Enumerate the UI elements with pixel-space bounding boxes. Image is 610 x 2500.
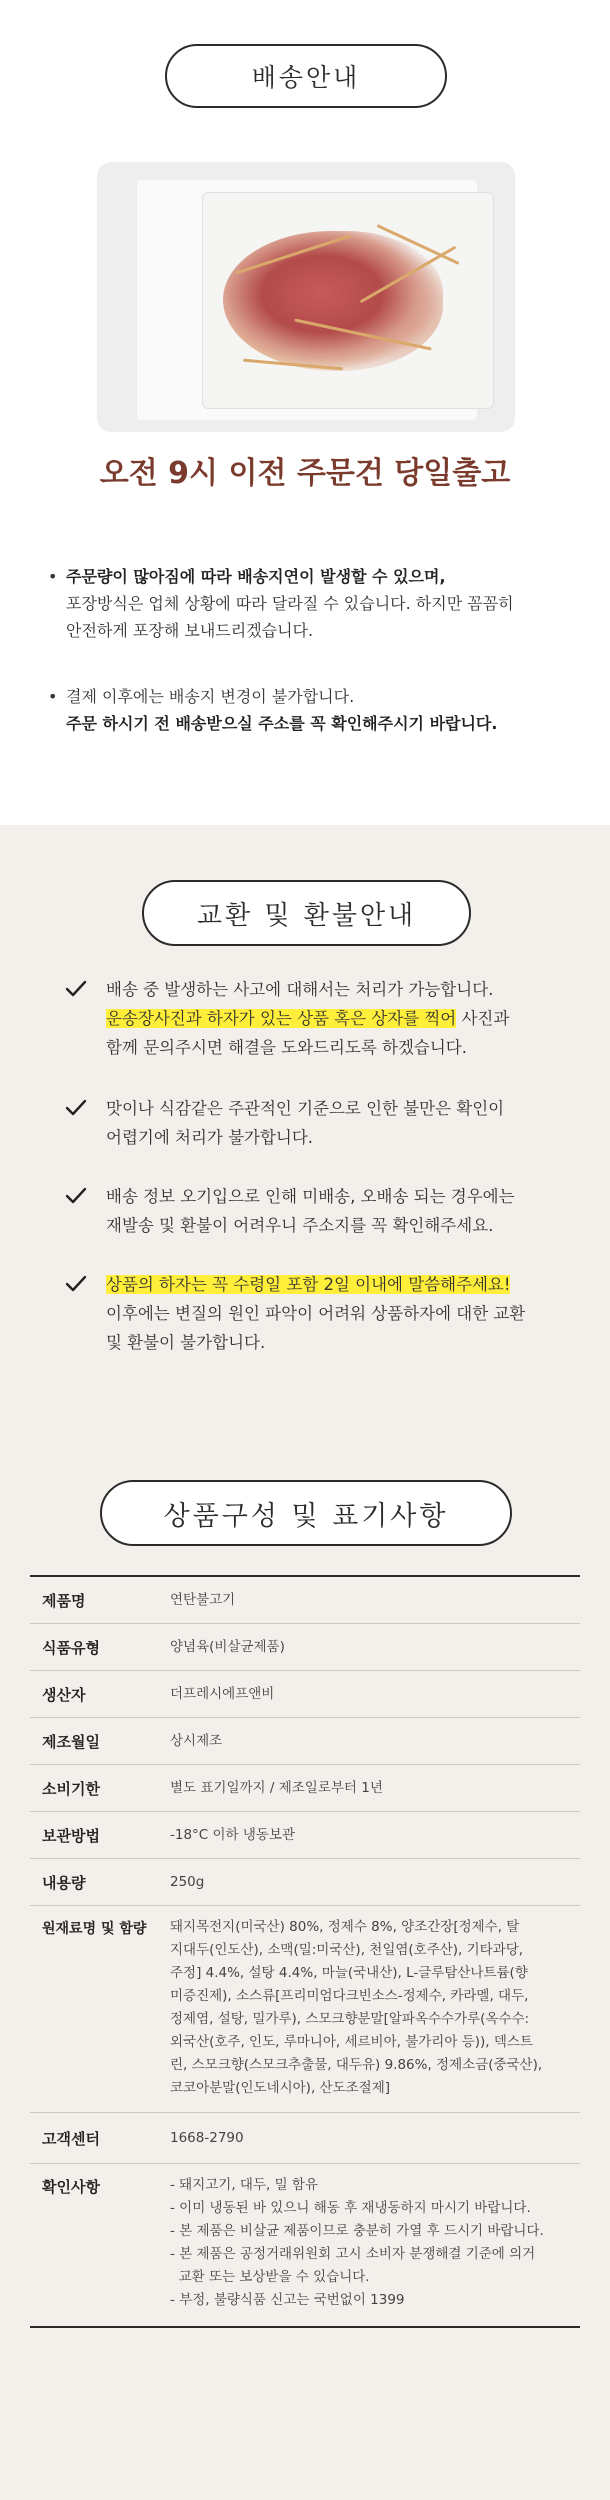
table-row: 보관방법 -18°C 이하 냉동보관 xyxy=(30,1812,580,1859)
shipping-note-2: • 결제 이후에는 배송지 변경이 불가합니다. 주문 하시기 전 배송받으실 주소를 꼭 확인해주시기 바랍니다. xyxy=(48,683,588,737)
shipping-section xyxy=(0,0,610,825)
table-row: 제조월일 상시제조 xyxy=(30,1718,580,1765)
table-row: 제품명 연탄불고기 xyxy=(30,1577,580,1624)
table-row: 고객센터 1668-2790 xyxy=(30,2113,580,2164)
product-info-table xyxy=(30,1575,580,2328)
check-icon xyxy=(64,977,88,1001)
check-icon xyxy=(64,1096,88,1120)
refund-title-pill xyxy=(142,880,471,946)
table-row: 확인사항 - 돼지고기, 대두, 밀 함유 - 이미 냉동된 바 있으니 해동 후 재냉동하지 마시기 바랍니다. - 본 제품은 비살균 제품이므로 충분히 가열 후 드시기 바랍니다. - 본 제품은 공정거래위원회 고시 소비자 분쟁해결 기준에 의거 교환 또는 보상받을 수 있습니다. - 부정, 불량식품 신고는 국번없이 1399 xyxy=(42,2177,544,2308)
refund-item-2: 맛이나 식감같은 주관적인 기준으로 인한 불만은 확인이 어렵기에 처리가 불가합니다. xyxy=(70,1094,570,1152)
table-row: 원재료명 및 함량 돼지목전지(미국산) 80%, 정제수 8%, 양조간장[정제수, 탈 지대두(인도산), 소맥(밀:미국산), 천일염(호주산), 기타과당, 주정] 4.4%, 설탕 4.4%, 마늘(국내산), L-글루탐산나트륨(향 미증진제), 소스류[프리미엄다크빈소스-정제수, 카라멜, 대두, 정제염, 설탕, 밀가루), 스모크향분말[알파옥수수가루(옥수수: 외국산(호주, 인도, 루마니아, 세르비아, 불가리아 등)), 덱스트 린, 스모크향(스모크추출물, 대두유) 9.86%, 정제소금(중국산), 코코아분말(인도네시아), 산도조절제] xyxy=(30,1906,580,2113)
dispatch-headline: 오전 9시 이전 주문건 당일출고 xyxy=(99,456,511,491)
bullet-dot: • xyxy=(48,687,58,706)
product-package-photo xyxy=(97,162,515,432)
check-icon xyxy=(64,1184,88,1208)
shipping-note-1: • 주문량이 많아짐에 따라 배송지연이 발생할 수 있으며, 포장방식은 업체 상황에 따라 달라질 수 있습니다. 하지만 꼼꼼히 안전하게 포장해 보내드리겠습니다. xyxy=(48,563,588,644)
refund-item-3: 배송 정보 오기입으로 인해 미배송, 오배송 되는 경우에는 재발송 및 환불이 어려우니 주소지를 꼭 확인해주세요. xyxy=(70,1182,570,1240)
table-row: 생산자 더프레시에프앤비 xyxy=(30,1671,580,1718)
shipping-title: 배송안내 xyxy=(251,63,361,92)
refund-item-4: 상품의 하자는 꼭 수령일 포함 2일 이내에 말씀해주세요! 이후에는 변질의 원인 파악이 어려워 상품하자에 대한 교환 및 환불이 불가합니다. xyxy=(70,1270,570,1357)
bullet-dot: • xyxy=(48,567,58,586)
product-title: 상품구성 및 표기사항 xyxy=(163,1500,449,1532)
check-icon xyxy=(64,1272,88,1296)
table-row: 내용량 250g xyxy=(30,1859,580,1906)
refund-title: 교환 및 환불안내 xyxy=(196,900,417,931)
shipping-title-pill xyxy=(165,44,447,108)
refund-item-1: 배송 중 발생하는 사고에 대해서는 처리가 가능합니다. 운송장사진과 하자가 있는 상품 혹은 상자를 찍어 사진과 함께 문의주시면 해결을 도와드리도록 하겠습니다. xyxy=(70,975,570,1062)
table-row: 식품유형 양념육(비살균제품) xyxy=(30,1624,580,1671)
table-row: 소비기한 별도 표기일까지 / 제조일로부터 1년 xyxy=(30,1765,580,1812)
product-title-pill xyxy=(100,1480,512,1546)
